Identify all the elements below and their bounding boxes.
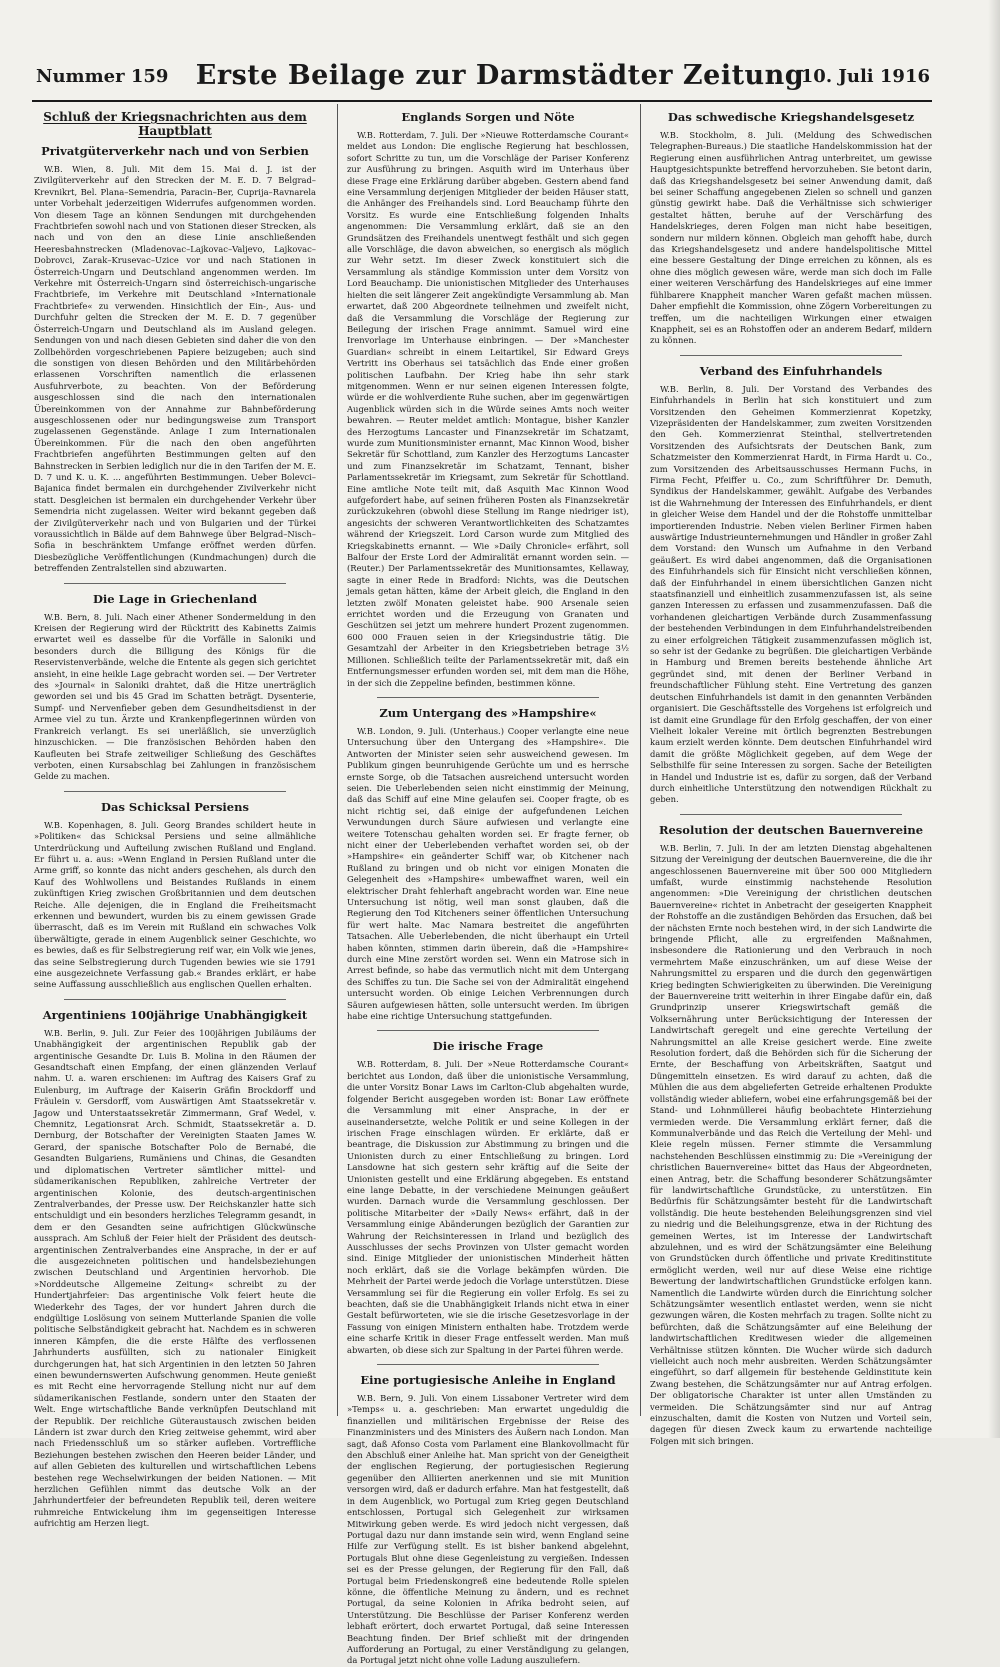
article-body: W.B. Rotterdam, 8. Juli. Der »Neue Rotterdamsche Courant« berichtet aus London, daß über die unionistische Versammlung, die unter Vorsitz Bonar Laws im Carlton-Club abgehalten wurde, folgender Bericht ausgegeben worden ist: Bonar Law eröffnete die Versammlung mit einer Ansprache, in der er auseinandersetzte, welche Politik er und seine Kollegen in der irischen Frage einschlagen würden. Er erklärte, daß er beantrage, die Diskussion zur Abstimmung zu bringen und die Unionisten durch zu einer Entschließung zu bringen. Lord Lansdowne hat sich gestern sehr kräftig auf die Seite der Unionisten gestellt und eine Erklärung abgegeben. Es entstand eine lange Debatte, in der verschiedene Meinungen geäußert wurden. Darnach wurde die Versammlung geschlossen. Der politische Mitarbeiter der »Daily News« erfährt, daß in der Versammlung einige Abänderungen bezüglich der Garantien zur Wahrung der Reichsinteressen in Irland und bezüglich des Ausschlusses der sechs Provinzen von Ulster gemacht worden sind. Einige Mitglieder der unionistischen Minderheit hätten noch erklärt, daß sie die Vorlage bekämpfen würden. Die Mehrheit der Partei werde jedoch die Vorlage unterstützen. Diese Versammlung sei für die Regierung ein voller Erfolg. Es sei zu beachten, daß sie die Unabhängigkeit Irlands nicht etwa in einer Gestalt befürworteten, wie sie die irische Gesetzesvorlage in der Fassung von einigen Ministern enthalten habe. Trotzdem werde eine scharfe Kritik in dieser Frage entfesselt werden. Man muß abwarten, ob diese sich zur Spaltung in der Partei führen werde.: [347, 1059, 629, 1355]
column-1: [34, 104, 316, 1529]
article-heading: Die irische Frage: [432, 1039, 544, 1054]
article-heading: Die Lage in Griechenland: [92, 591, 258, 606]
article-body: W.B. Berlin, 8. Juli. Der Vorstand des Verbandes des Einfuhrhandels in Berlin hat sich konstituiert und zum Vorsitzenden den Geheimen Kommerzienrat Kopetzky, Vizepräsidenten der Handelskammer, zum zweiten Vorsitzenden den Geh. Kommerzienrat Steinthal, stellvertretenden Vorsitzenden des Aufsichtsrats der Deutschen Bank, zum Schatzmeister den Kommerzienrat Hardt, in Firma Hardt u. Co., zum Vorsitzenden des Arbeitsausschusses Hermann Fuchs, in Firma Fecht, Pfeiffer u. Co., zum Schriftführer Dr. Demuth, Syndikus der Handelskammer, gewählt. Aufgabe des Verbandes ist die Wahrnehmung der Interessen des Einfuhrhandels, er dient in gleicher Weise dem Handel und der die Rohstoffe unmittelbar importierenden Industrie. Neben vielen Berliner Firmen haben auswärtige Industrieunternehmungen und Händler in großer Zahl dem Vorstand: den Wunsch um Aufnahme in den Verband geäußert. Es wird dabei angenommen, daß die Organisationen des Einfuhrhandels sich für Einsicht nicht verschließen können, daß der Einfuhrhandel in einem übersichtlichen Ganzen nicht staatsfinanziell und einheitlich zusammenzufassen ist, als seine ganzen Interessen zu erfassen und zusammenzufassen. Daß die vorhandenen gleichartigen Verbände durch Zusammenfassung der bestehenden Verbindungen in dem Einfuhrhandelstreibenden zu einer erfolgreichen Tätigkeit zusammenzufassen möglich ist, so sehr ist der Gedanke zu begrüßen. Die gleichartigen Verbände in Hamburg und Bremen bereits bestehende ähnliche Art gegründet sind, mit denen der Berliner Verband in freundschaftlicher Fühlung steht. Eine Vertretung des ganzen deutschen Einfuhrhandels ist damit in den genannten Verbänden organisiert. Die Geschäftsstelle des Vorgehens ist erfolgreich und ist damit eine Grundlage für den Erfolg geschaffen, der von einer Vielheit lokaler Vereine mit örtlich begrenzten Bestrebungen kaum erzielt werden könnte. Dem deutschen Einfuhrhandel wird damit die größte Möglichkeit gegeben, auf dem Wege der Selbsthilfe für seine Interessen zu sorgen. Sache der Beteiligten in Handel und Industrie ist es, dafür zu sorgen, daß der Verband durch einheitliche Unterstützung den notwendigen Rückhalt zu geben.: [650, 383, 932, 805]
article-separator: [680, 814, 902, 815]
article-separator: [64, 791, 286, 792]
section-heading: Schluß der Kriegsnachrichten aus dem Hauptblatt: [43, 110, 307, 138]
masthead-rule: [32, 100, 932, 102]
article-body: W.B. Wien, 8. Juli. Mit dem 15. Mai d. J. ist der Zivilgüterverkehr auf den Strecken der M. E. D. 7 Belgrad–Krevnikrt, Bel. Plana–Semendria, Paracin–Ber, Cuprija–Ravnarela unter Vorbehalt jederzeitigen Widerrufes aufgenommen worden. Von diesem Tage an können Sendungen mit durchgehenden Frachtbriefen sowohl nach und von Stationen dieser Strecken, als nach und von den an diese Linie anschließenden Heeresbahnstrecken (Mladenovac–Lajkovac–Valjevo, Lajkovac–Dobrovci, Zarak–Krusevac–Uzice vor und nach Stationen in Österreich-Ungarn und Deutschland angenommen werden. Im Verkehre mit Österreich-Ungarn sind österreichisch-ungarische Frachtbriefe, im Verkehre mit Deutschland »Internationale Frachtbriefe« zu verwenden. Hinsichtlich der Ein-, Aus- und Durchfuhr gelten die Strecken der M. E. D. 7 gegenüber Österreich-Ungarn und Deutschland als im Ausland gelegen. Sendungen von und nach diesen Gebieten sind daher die von den Zollbehörden vorgeschriebenen Papiere beizugeben; auch sind die sonstigen von diesen Behörden und den Militärbehörden erlassenen Vorschriften namentlich die erlassenen Ausfuhrverbote, zu beachten. Von der Beförderung ausgeschlossen sind die nach den internationalen Übereinkommen von der Annahme zur Bahnbeförderung ausgeschlossenen oder nur bedingungsweise zum Transport zugelassenen Gegenstände. Anlage I zum Internationalen Übereinkommen. Für die nach den oben angeführten Frachtbriefen angeführten Bestimmungen gelten auf den Bahnstrecken in Serbien lediglich nur die in den Tarifen der M. E. D. 7 und K. u. K. ... angeführten Bestimmungen. Ueber Bolevci–Bajanica findet bermalen ein durchgehender Zivilverkehr nicht statt. Desgleichen ist bermalen ein durchgehender Verkehr über Semendria nicht zugelassen. Weiter wird bekannt gegeben daß der Zivilgüterverkehr nach und von Bulgarien und der Türkei voraussichtlich in Bälde auf dem Bahnwege über Belgrad–Nisch–Sofia in beschränktem Umfange eröffnet werden dürfen. Diesbezügliche Veröffentlichungen (Kundmachungen) durch die betreffenden Zentralstellen sind abzuwarten.: [34, 164, 316, 574]
article-body: W.B. Bern, 9. Juli. Von einem Lissaboner Vertreter wird dem »Temps« u. a. geschrieben: Man erwartet ungeduldig die finanziellen und militärischen Ergebnisse der Reise des Finanzministers und des Ministers des Äußern nach London. Man sagt, daß Afonso Costa vom Parlament eine Blankovollmacht für den Abschluß einer Anleihe hat. Man spricht von der Geneigtheit der englischen Regierung, der portugiesischen Regierung gegenüber den Alliierten anerkennen und sie mit Munition versorgen wird, daß er dadurch erfahre. Man hat festgestellt, daß in dem Augenblick, wo Portugal zum Krieg gegen Deutschland entschlossen, Portugal sich Gelegenheit zur wirksamen Mitwirkung geben werde. Es wird jedoch nicht vergessen, daß Portugal dazu nur dann imstande sein wird, wenn England seine Hilfe zur Verfügung stellt. Es ist bisher bankend abgelehnt, Portugals Blut ohne diese Gegenleistung zu vergießen. Indessen sei es der Presse gelungen, der Regierung für den Fall, daß Portugal beim Friedenskongreß eine bedeutende Rolle spielen könne, die öffentliche Meinung zu ändern, und es rechnet Portugal, da seine Kolonien in Afrika bedroht seien, auf Unterstützung. Die Beschlüsse der Pariser Konferenz werden lebhaft erörtert, doch erwartet Portugal, daß seine Interessen Beachtung finden. Der Brief schließt mit der dringenden Aufforderung an Portugal, zu einer Verständigung zu gelangen, da Portugal jetzt nicht ohne volle Ladung auszuliefern.: [347, 1393, 629, 1666]
article-body: W.B. London, 9. Juli. (Unterhaus.) Cooper verlangte eine neue Untersuchung über den Untergang des »Hampshire«. Die Antworten der Minister seien sehr ausweichend gewesen. Im Publikum gingen beunruhigende Gerüchte um und es herrsche ernste Sorge, ob die Tatsachen ausreichend untersucht worden seien. Die Ueberlebenden seien nicht einstimmig der Meinung, daß das Schiff auf eine Mine gelaufen sei. Cooper fragte, ob es nicht richtig sei, daß einige der aufgefundenen Leichen Verwundungen durch Säure aufwiesen und verlangte eine weitere Totenschau gehalten worden sei. Er fragte ferner, ob nicht einer der Ueberlebenden verhaftet worden sei, ob der »Hampshire« ein geänderter Schiff war, ob Kitchener nach Rußland zu bringen und ob nicht vor einigen Monaten die Gelegenheit des »Hampshire« umbewaffnet waren, weil ein elektrischer Draht fehlerhaft angebracht worden war. Eine neue Untersuchung ist nötig, weil man sonst glauben, daß die Regierung den Tod Kitcheners seiner öffentlichen Untersuchung für wert halte. Mac Namara bestreitet die angeführten Tatsachen. Alle Ueberlebenden, die nicht überhaupt ein Urteil haben könnten, stimmen darin überein, daß die »Hampshire« durch eine Mine zerstört worden sei. Wenn ein Matrose sich in Arrest befinde, so habe das vermutlich nicht mit dem Untergang des Schiffes zu tun. Die Sache sei von der Admiralität eingehend untersucht worden. Ob einige Leichen Verbrennungen durch Säuren aufgewiesen hätten, solle untersucht werden. Im übrigen habe eine richtige Untersuchung stattgefunden.: [347, 725, 629, 1022]
article-heading: Argentiniens 100jährige Unabhängigkeit: [42, 1007, 308, 1022]
article-separator: [64, 999, 286, 1000]
article-separator: [64, 583, 286, 584]
column-2: [347, 104, 629, 1666]
article-heading: Verband des Einfuhrhandels: [699, 363, 883, 378]
issue-date: 10. Juli 1916: [800, 66, 930, 87]
article-heading: Eine portugiesische Anleihe in England: [360, 1373, 616, 1388]
column-divider: [337, 104, 338, 1416]
article-body: W.B. Berlin, 7. Juli. In der am letzten Dienstag abgehaltenen Sitzung der Vereinigung der deutschen Bauernvereine, die die ihr angeschlossenen Bauernvereine mit über 500 000 Mitgliedern umfaßt, wurde einstimmig nachstehende Resolution angenommen: »Die Vereinigung der christlichen deutschen Bauernvereine« richtet in Anbetracht der geseigerten Knappheit der Rohstoffe an die zuständigen Behörden das Ersuchen, daß bei der nächsten Ernte noch bestehen wird, in der sich Landwirte die bringende Pflicht, alle zu ergreifenden Maßnahmen, insbesondere die Rationierung und den Verbrauch in noch vermehrtem Maße einzuschränken, um auf diese Weise der Nahrungsmittel zu ersparen und die durch den gegenwärtigen Krieg bedingten Schwierigkeiten zu überwinden. Die Vereinigung der Bauernvereine tritt weiterhin in ihrer Eingabe dafür ein, daß Grundprinzip unserer Kriegswirtschaft gemäß die Volksernährung unter Berücksichtigung der Interessen der Landwirtschaft geregelt und eine gerechte Verteilung der Nahrungsmittel an alle Kreise gesichert werde. Eine zweite Resolution fordert, daß die Behörden sich für die Sicherung der Ernte, der Beschaffung von Arbeitskräften, Saatgut und Düngemitteln einsetzen. Es wird darauf zu achten, daß die Mühlen die aus dem abgelieferten Getreide erhaltenen Produkte vollständig wieder abliefern, wobei eine erfahrungsgemäß bei der Stand- und Lohnmüllerei häufig beobachtete Hinterziehung vermieden werde. Die Versammlung erklärt ferner, daß die Kommunalverbände und das Reich die Verteilung der Mehl- und Kleie regeln müssen. Ferner stimmte die Versammlung nachstehenden Beschlüssen einstimmig zu: Die »Vereinigung der christlichen Bauernvereine« bittet das Haus der Abgeordneten, einen Antrag, betr. die Schaffung besonderer Schätzungsämter für landwirtschaftliche Grundstücke, zu unterstützen. Ein Bedürfnis für Schätzungsämter besteht für die Landwirtschaft vollständig. Die heute bestehenden Beleihungsgrenzen sind viel zu niedrig und die Beleihungsgrenze, etwa in der Richtung des gemeinen Wertes, ist im Interesse der Landwirtschaft abzulehnen, und es wird der Schätzungsämter eine Beleihung von Grundstücken durch öffentliche und private Kreditinstitute ermöglicht werden, weil nur auf diese Weise eine richtige Bewertung der landwirtschaftlichen Grundstücke erfolgen kann. Namentlich die Landwirte würden durch die Einrichtung solcher Schätzungsämter wesentlich entlastet werden, wenn sie nicht gezwungen wären, die Kosten mehrfach zu tragen. Sollte nicht zu befürchten, daß die Schätzungsämter auf eine Beleihung der landwirtschaftlichen Kreditwesen wieder die allgemeinen Verhältnisse stützen könnten. Die Wucher würde sich dadurch vielleicht auch noch mehr ausbreiten. Werden Schätzungsämter eingeführt, so darf allgemein für bestehende Geldinstitute kein Zwang bestehen, die Schätzungsämter nur auf Antrag erfolgen. Der obligatorische Charakter ist unter allen Umständen zu vermeiden. Die Schätzungsämter sind nur auf Antrag einzuschalten, damit die Kosten von Nutzen und Vorteil sein, dagegen für diesen Zweck kaum zu erwartende nachteilige Folgen mit sich bringen.: [650, 842, 932, 1446]
article-heading: Das Schicksal Persiens: [101, 799, 249, 814]
article-body: W.B. Stockholm, 8. Juli. (Meldung des Schwedischen Telegraphen-Bureaus.) Die staatliche Handelskommission hat der Regierung einen ausführlichen Antrag unterbreitet, um gewisse Hauptgesichtspunkte betreffend hervorzuheben. Sie betont darin, daß das Kriegshandelsgesetz bei seiner Anwendung damit, daß bei seiner Schaffung angegebenen Zielen so schnell und ganzen günstig gewirkt habe. Daß die Verhältnisse sich schwieriger gestaltet hätten, beruhe auf der Verschärfung des Handelskrieges, deren Folgen man nicht habe beseitigen, sondern nur mildern können. Obgleich man gehofft habe, durch das Kriegshandelsgesetz und andere handelspolitische Mittel eine bessere Gestaltung der Dinge erreichen zu können, als es ohne dies möglich gewesen wäre, werde man sich doch im Falle einer weiteren Verschärfung des Handelskrieges auf eine immer fühlbarere Knappheit mancher Waren gefaßt machen müssen. Daher empfiehlt die Kommission, ohne Zögern Vorbereitungen zu treffen, um die nachteiligen Wirkungen einer etwaigen Knappheit, sei es an Rohstoffen oder an anderem Bedarf, mildern zu können.: [650, 130, 932, 346]
article-separator: [680, 355, 902, 356]
article-heading: Resolution der deutschen Bauernvereine: [658, 822, 924, 837]
article-separator: [377, 1030, 599, 1031]
article-body: W.B. Berlin, 9. Juli. Zur Feier des 100jährigen Jubiläums der Unabhängigkeit der argentinischen Republik gab der argentinische Gesandte Dr. Luis B. Molina in den Räumen der Gesandtschaft einen Empfang, der einen glänzenden Verlauf nahm. U. a. waren erschienen: im Auftrag des Kaisers Graf zu Eulenburg, im Auftrage der Kaiserin Gräfin Brockdorff und Fräulein v. Gersdorff, vom Auswärtigen Amt Staatssekretär v. Jagow und Unterstaatssekretär Zimmermann, Graf Wedel, v. Chemnitz, Legationsrat Arch. Schmidt, Staatssekretär a. D. Dernburg, der Botschafter der Vereinigten Staaten James W. Gerard, der spanische Botschafter Polo de Bernabé, die Gesandten Bulgariens, Rumäniens und Chinas, die Gesandten und diplomatischen Vertreter sämtlicher mittel- und südamerikanischen Republiken, zahlreiche Vertreter der argentinischen Kolonie, des deutsch-argentinischen Zentralverbandes, der Presse usw. Der Reichskanzler hatte sich entschuldigt und ein besonders herzliches Telegramm gesandt, in dem er den Gesandten seine aufrichtigen Glückwünsche aussprach. Am Schluß der Feier hielt der Präsident des deutsch-argentinischen Zentralverbandes eine Ansprache, in der er auf die ausgezeichneten politischen und handelsbeziehungen zwischen Deutschland und Argentinien hervorhob. Die »Norddeutsche Allgemeine Zeitung« schreibt zu der Hundertjahrfeier: Das argentinische Volk feiert heute die Wiederkehr des Tages, der vor hundert Jahren durch die endgültige Loslösung von seinem Mutterlande Spanien die volle politische Selbständigkeit gebracht hat. Nachdem es in schweren inneren Kämpfen, die die erste Hälfte des verflossenen Jahrhunderts ausfüllten, sich zu nationaler Einigkeit durchgerungen hat, hat sich Argentinien in den letzten 50 Jahren einen bewundernswerten Aufschwung genommen. Heute genießt es mit Recht eine hervorragende Stellung nicht nur auf dem südamerikanischen Festlande, sondern unter den Staaten der Welt. Enge wirtschaftliche Bande verknüpfen Deutschland mit der Republik. Der reichliche Güteraustausch zwischen beiden Ländern ist zwar durch den Krieg zeitweise gehemmt, wird aber nach Friedensschluß um so stärker aufleben. Vortreffliche Beziehungen bestehen zwischen den Heeren beider Länder, und auf allen Gebieten des kulturellen und wirtschaftlichen Lebens bestehen rege Wechselwirkungen der beiden Nationen. — Mit herzlichen Gefühlen nimmt das deutsche Volk an der Jahrhundertfeier der befreundeten Republik teil, deren weitere ruhmreiche Entwickelung ihm im gegenseitigen Interesse aufrichtig am Herzen liegt.: [34, 1027, 316, 1529]
article-separator: [377, 697, 599, 698]
article-heading: Privatgüterverkehr nach und von Serbien: [41, 144, 309, 158]
page-edge-shadow: [988, 0, 1000, 1438]
article-heading: Englands Sorgen und Nöte: [401, 110, 575, 124]
issue-number: Nummer 159: [36, 66, 169, 87]
article-body: W.B. Rotterdam, 7. Juli. Der »Nieuwe Rotterdamsche Courant« meldet aus London: Die englische Regierung hat beschlossen, sofort Schritte zu tun, um die Vorschläge der Pariser Konferenz zur Ausführung zu bringen. Asquith wird im Unterhaus über diese Frage eine Erklärung darüber abgeben. Gestern abend fand eine Versammlung derjenigen Mitglieder der beiden Häuser statt, die Anhänger des Freihandels sind. Lord Beauchamp führte den Vorsitz. Es wurde eine Entschließung folgenden Inhalts angenommen: Die Versammlung erklärt, daß sie an den Grundsätzen des Freihandels unentwegt festhält und sich gegen alle Vorschläge, die davon abweichen, so energisch als möglich zur Wehr setzt. Im dieser Zweck konstituiert sich die Versammlung als ständige Kommission unter dem Vorsitz von Lord Beauchamp. Die unionistischen Mitglieder des Unterhauses hielten die seit längerer Zeit angekündigte Versammlung ab. Man erwartet, daß 200 Abgeordnete teilnehmen und zweifelt nicht, daß die Versammlung die Vorschläge der Regierung zur Beilegung der irischen Frage annimmt. Samuel wird eine Irenvorlage im Unterhause einbringen. — Der »Manchester Guardian« schreibt in einem Leitartikel, Sir Edward Greys Vertritt ins Oberhaus sei tatsächlich das Ende einer großen politischen Laufbahn. Der Krieg habe ihn sehr stark mitgenommen. Wenn er nur seinen eigenen Interessen folgte, würde er die wohlverdiente Ruhe suchen, aber im gegenwärtigen Augenblick würden sich in die Würde seines Amts noch weiter bewahren. — Reuter meldet amtlich: Montague, bisher Kanzler des Herzogtums Lancaster und Finanzsekretär im Schatzamt, wurde zum Munitionsminister ernannt, Mac Kinnon Wood, bisher Sekretär für Schottland, zum Kanzler des Herzogtums Lancaster und zum Finanzsekretär im Schatzamt, Tennant, bisher Parlamentssekretär im Kriegsamt, zum Sekretär für Schottland. Eine amtliche Note teilt mit, daß Asquith Mac Kinnon Wood aufgefordert habe, auf seinen früheren Posten als Finanzsekretär zurückzukehren (obwohl diese Stellung im Range niedriger ist), angesichts der schweren Verantwortlichkeiten des Schatzamtes während der Kriegszeit. Lord Carson wurde zum Mitglied des Kriegskabinetts ernannt. — Wie »Daily Chronicle« erfährt, soll Balfour der Erste Lord der Admiralität ernannt worden sein. — (Reuter.) Der Parlamentssekretär des Munitionsamtes, Kellaway, sagte in einer Rede in Bradford: Nichts, was die Deutschen jemals getan hätten, käme der Arbeit gleich, die England in den letzten zwölf Monaten geleistet habe. 900 Arsenale seien errichtet worden und die Erzeugung von Granaten und Geschützen sei jetzt um mehrere hundert Prozent zugenommen. 600 000 Frauen seien in der Kriegsindustrie tätig. Die Gesamtzahl der Arbeiter in den Kriegsbetrieben betrage 3½ Millionen. Schließlich teilte der Parlamentssekretär mit, daß ein Entfernungsmesser erfunden worden sei, mit dem man die Höhe, in der sich die Zeppeline befinden, bestimmen könne.: [347, 130, 629, 688]
column-3: [650, 104, 932, 1446]
article-body: W.B. Kopenhagen, 8. Juli. Georg Brandes schildert heute in »Politiken« das Schicksal Persiens und seine allmähliche Unterdrückung und Aufteilung zwischen Rußland und England. Er führt u. a. aus: »Wenn England in Persien Rußland unter die Arme griff, so konnte das nicht anders geschehen, als durch den Kauf des Wohlwollens und Beistandes Rußlands in einem zukünftigen Krieg zwischen Großbritannien und dem deutschen Reiche. Alle dejenigen, die in England die Freiheitsmacht erkennen und bewundert, wurden bis zu einem gewissen Grade überrascht, daß es im Verein mit Rußland ein schwaches Volk überwältigte, gerade in einem Augenblick seiner Geschichte, wo es bewies, daß es für Selbstregierung reif war, ein Volk wie jenes, das seine Selbstregierung durch Tugenden bewies wie sie 1791 eine ausgezeichnete Verfassung gab.« Brandes erklärt, er habe seine Auffassung ausschließlich aus englischen Quellen erhalten.: [34, 819, 316, 990]
article-separator: [377, 1364, 599, 1365]
newspaper-title: Erste Beilage zur Darmstädter Zeitung: [195, 60, 805, 91]
column-divider: [640, 104, 641, 1416]
article-body: W.B. Bern, 8. Juli. Nach einer Athener Sondermeldung in den Kreisen der Regierung wird der Rücktritt des Kabinetts Zaimis erwartet weil es dasselbe für die Vorfälle in Saloniki und besonders durch die Billigung des Königs für die Reservistenverbände, welche die Entente als gegen sich gerichtet ansieht, in eine heikle Lage gebracht worden sei. — Der Vertreter des »Journal« in Saloniki drahtet, daß die Hitze unerträglich geworden sei und bis 45 Grad im Schatten beträgt. Dysenterie, Sumpf- und Nervenfieber geben dem Gesundheitsdienst in der Armee viel zu tun. Ärzte und Krankenpflegerinnen würden von Frankreich verlangt. Es sei unerläßlich, sie unverzüglich hinzuschicken. — Die französischen Behörden haben den Kaufleuten bei Strafe zeitweiliger Schließung des Geschäftes verboten, einen Kursabschlag bei Zahlungen in französischem Gelde zu machen.: [34, 611, 316, 782]
article-heading: Zum Untergang des »Hampshire«: [379, 705, 597, 720]
article-heading: Das schwedische Kriegshandelsgesetz: [667, 110, 915, 124]
masthead: [0, 52, 1000, 104]
